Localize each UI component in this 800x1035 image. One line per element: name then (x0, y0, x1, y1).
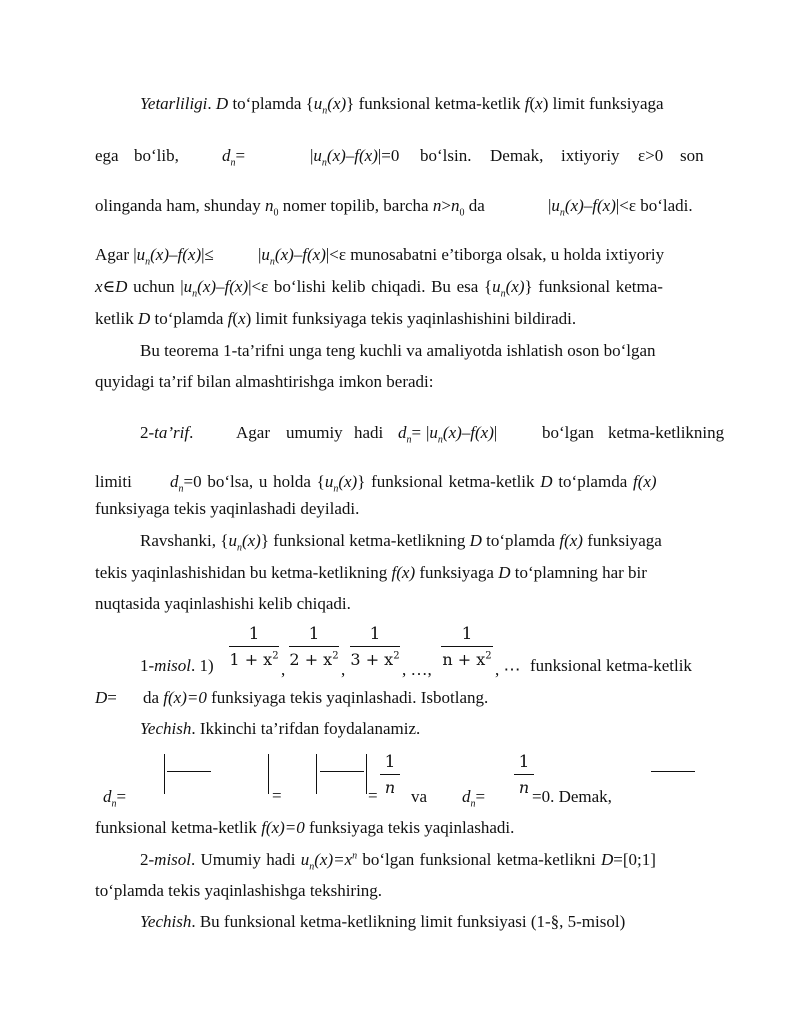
fraction-1-over-n-2: $\frac{1}{n}$ (514, 752, 534, 797)
abs-bar-2 (268, 754, 269, 794)
p2-line2: quyidagi ta’rif bilan almashtirishga imkon beradi: (95, 372, 434, 391)
solution-1-line: Yechish. Ikkinchi ta’rifdan foydalanamiz. (140, 719, 421, 738)
example-2-line1: 2-misol. Umumiy hadi $u_n(x)=x^n$ bo‘lgan funksional ketma-ketlikni D=[0;1] (140, 850, 656, 873)
p4-line2: tekis yaqinlashishidan bu ketma-ketlikning f(x) funksiyaga D to‘plamning har bir (95, 563, 647, 582)
fraction-n-sep: , ⋯ (495, 660, 521, 679)
p1-line5: x∈D uchun $|u_n(x)-f(x)|<\varepsilon$ bo‘lishi kelib chiqadi. Bu esa $\{u_n(x)\}$ funksional ketma- (95, 277, 663, 300)
fraction-2: $\frac{1}{2 + x^2}$ (289, 624, 339, 669)
p4-line3: nuqtasida yaqinlashishi kelib chiqadi. (95, 594, 351, 613)
fraction-1: $\frac{1}{1 + x^2}$ (229, 624, 279, 669)
definition-2-line3: funksiyaga tekis yaqinlashadi deyiladi. (95, 499, 360, 518)
bar-3 (651, 771, 695, 772)
p1-line6: ketlik D to‘plamda f(x) limit funksiyaga tekis yaqinlashishini bildiradi. (95, 309, 577, 328)
abs-bar-1 (164, 754, 165, 794)
abs-bar-4 (366, 754, 367, 794)
p1-line1: Yetarliligi. D to‘plamda $\{u_n(x)\}$ funksional ketma-ketlik f(x) limit funksiyaga (140, 94, 664, 117)
abs-bar-3 (316, 754, 317, 794)
example-1-label: 1-misol. 1) (140, 656, 214, 675)
conclusion-1: funksional ketma-ketlik f(x)=0 funksiyaga tekis yaqinlashadi. (95, 818, 515, 837)
example-2-line2: to‘plamda tekis yaqinlashishga tekshiring. (95, 881, 383, 900)
example-1-tail: funksional ketma-ketlik (530, 656, 692, 675)
fraction-3-sep: , …, (402, 660, 432, 679)
bar-2 (320, 771, 364, 772)
fraction-3: $\frac{1}{3 + x^2}$ (350, 624, 400, 669)
fraction-1-over-n: $\frac{1}{n}$ (380, 752, 400, 797)
solution-2-line: Yechish. Bu funksional ketma-ketlikning limit funksiyasi (1-§, 5-misol) (140, 912, 626, 931)
fraction-2-sep: , (341, 660, 346, 679)
fraction-1-sep: , (281, 660, 286, 679)
p4-line1: Ravshanki, $\{u_n(x)\}$ funksional ketma-ketlikning D to‘plamda f(x) funksiyaga (140, 531, 662, 554)
bar-1 (167, 771, 211, 772)
fraction-n: $\frac{1}{n + x^2}$ (442, 624, 492, 669)
p2-line1: Bu teorema 1-ta’rifni unga teng kuchli va amaliyotda ishlatish oson bo‘lgan (140, 341, 656, 360)
